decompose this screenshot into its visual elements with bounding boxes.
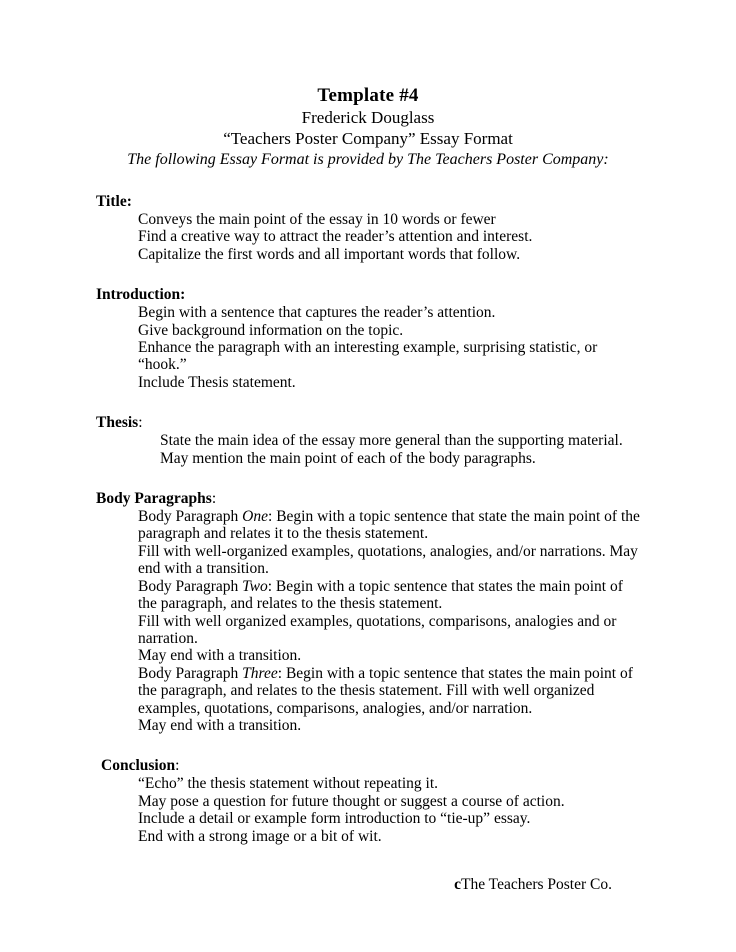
document-header <box>96 84 640 170</box>
section-heading-introduction-label: Introduction <box>96 286 181 304</box>
document-subtitle: The following Essay Format is provided by The Teachers Poster Company: <box>127 151 609 168</box>
body-paragraph-line <box>138 543 640 578</box>
body-paragraph-label-suffix: : <box>277 664 286 682</box>
document-footer <box>96 875 640 894</box>
section-body-paragraphs <box>96 489 640 734</box>
body-paragraph-label-emphasis: One <box>242 508 268 526</box>
body-paragraph-text: Fill with well organized examples, quotations, comparisons, analogies and or narration. <box>138 612 617 647</box>
section-body-conclusion <box>96 775 640 845</box>
section-line: Find a creative way to attract the reader’s attention and interest. <box>138 228 533 246</box>
section-introduction <box>96 285 640 391</box>
copyright-owner: The Teachers Poster Co. <box>460 875 612 893</box>
body-paragraph-label-suffix: : <box>267 577 276 595</box>
copyright-mark: c <box>454 875 461 893</box>
body-paragraph-line <box>138 647 640 664</box>
section-body-introduction <box>96 304 640 391</box>
section-heading-body-paragraphs-label: Body Paragraphs <box>96 490 212 508</box>
body-paragraph-label-prefix: Body Paragraph <box>138 508 243 526</box>
section-heading-title <box>96 192 640 211</box>
body-paragraph-text: Fill with well-organized examples, quotations, analogies, and/or narrations. May end with a transition. <box>138 542 638 578</box>
section-heading-introduction-colon: : <box>180 286 186 304</box>
section-heading-conclusion-label: Conclusion <box>101 757 176 775</box>
section-line: “hook.” <box>138 356 187 374</box>
body-paragraph-text: May end with a transition. <box>138 716 302 734</box>
section-title <box>96 192 640 263</box>
section-line: Include a detail or example form introduction to “tie-up” essay. <box>138 810 531 828</box>
section-heading-title-label: Title <box>96 193 127 210</box>
section-conclusion <box>96 756 640 845</box>
section-line: “Echo” the thesis statement without repeating it. <box>138 775 439 793</box>
body-paragraph-label-emphasis: Three <box>242 664 278 682</box>
page-title: Template #4 <box>317 85 419 106</box>
section-heading-title-colon: : <box>126 193 132 210</box>
body-paragraph-label-prefix: Body Paragraph <box>138 664 243 682</box>
body-paragraph-text: Begin with a topic sentence that state the main point of the paragraph and relates it to the thesis statement. <box>138 508 640 543</box>
section-heading-body-paragraphs <box>96 489 640 508</box>
section-body-title <box>96 211 640 263</box>
body-paragraph-line <box>138 578 640 613</box>
body-paragraph-label-suffix: : <box>268 508 277 526</box>
section-heading-thesis <box>96 413 640 432</box>
section-body-thesis <box>96 432 640 467</box>
body-paragraph-label-prefix: Body Paragraph <box>138 577 243 595</box>
section-line: Enhance the paragraph with an interesting example, surprising statistic, or <box>138 339 598 357</box>
section-line: May pose a question for future thought or suggest a course of action. <box>138 792 565 810</box>
section-line: State the main idea of the essay more general than the supporting material. <box>160 432 623 450</box>
section-heading-body-paragraphs-colon: : <box>211 490 217 508</box>
body-paragraph-line <box>138 508 640 543</box>
body-paragraph-line <box>138 665 640 717</box>
section-thesis <box>96 413 640 467</box>
section-line: Give background information on the topic. <box>138 321 404 339</box>
body-paragraph-label-emphasis: Two <box>242 577 268 595</box>
section-body-body-paragraphs <box>96 508 640 734</box>
copyright-notice <box>454 876 612 893</box>
section-heading-thesis-colon: : <box>138 414 143 432</box>
body-paragraph-text: Begin with a topic sentence that states the main point of the paragraph, and relates to the thesis statement. Fill with well organized examples, quotations, comparisons, analogies, and/or narration. <box>138 664 633 717</box>
section-heading-thesis-label: Thesis <box>96 414 139 432</box>
body-paragraph-line <box>138 613 640 648</box>
body-paragraph-text: May end with a transition. <box>138 647 302 665</box>
section-line: May mention the main point of each of the body paragraphs. <box>160 449 536 467</box>
section-heading-conclusion <box>96 756 640 775</box>
section-line: Include Thesis statement. <box>138 373 296 391</box>
section-line: Conveys the main point of the essay in 10 words or fewer <box>138 211 496 228</box>
body-paragraph-text: Begin with a topic sentence that states the main point of the paragraph, and relates to the thesis statement. <box>138 577 623 613</box>
body-paragraph-line <box>138 717 640 734</box>
document-format-line: “Teachers Poster Company” Essay Format <box>223 129 513 148</box>
document-author: Frederick Douglass <box>301 108 435 127</box>
section-heading-conclusion-colon: : <box>175 757 180 775</box>
section-heading-introduction <box>96 285 640 304</box>
section-line: Capitalize the first words and all important words that follow. <box>138 245 521 263</box>
section-line: End with a strong image or a bit of wit. <box>138 827 382 845</box>
section-line: Begin with a sentence that captures the reader’s attention. <box>138 304 496 322</box>
